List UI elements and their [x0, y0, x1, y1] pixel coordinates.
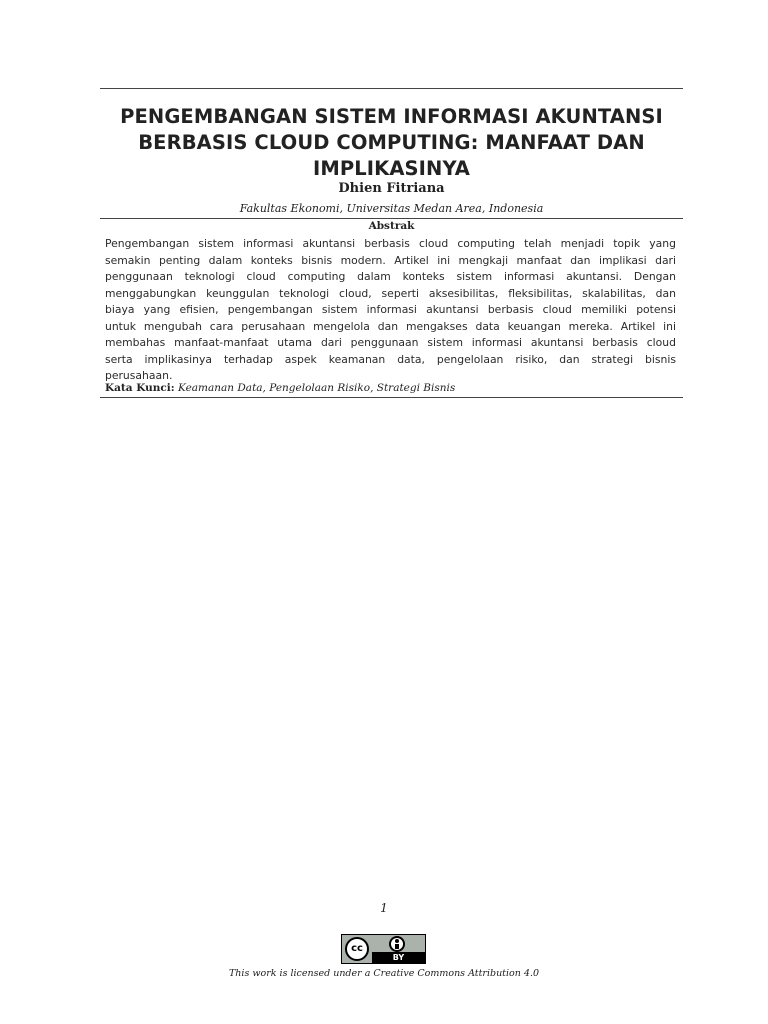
keywords — [105, 382, 676, 394]
top-rule — [100, 88, 683, 89]
abstract-line: biaya yang efisien, pengembangan sistem informasi akuntansi berbasis cloud memiliki potensi — [105, 303, 676, 316]
cc-icon: cc — [345, 937, 369, 961]
abstract-bottom-rule — [100, 397, 683, 398]
abstract-line: perusahaan. — [105, 369, 173, 382]
cc-by-license-badge[interactable] — [341, 934, 426, 964]
title-line-2: BERBASIS CLOUD COMPUTING: MANFAAT DAN — [138, 131, 645, 154]
abstract-line: semakin penting dalam konteks bisnis modern. Artikel ini mengkaji manfaat dan implikasi dari — [105, 253, 676, 267]
keywords-value: Keamanan Data, Pengelolaan Risiko, Strategi Bisnis — [178, 382, 456, 394]
abstract-heading: Abstrak — [368, 220, 415, 232]
by-strip — [372, 952, 425, 963]
license-text: This work is licensed under a Creative Commons Attribution 4.0 — [228, 968, 540, 979]
abstract-line: serta implikasinya terhadap aspek keamanan data, pengelolaan risiko, dan strategi bisnis — [105, 352, 676, 366]
abstract-top-rule — [100, 218, 683, 219]
page-number: 1 — [380, 901, 388, 915]
by-label: BY — [392, 953, 405, 962]
keywords-label: Kata Kunci: — [105, 382, 175, 394]
abstract-line: Pengembangan sistem informasi akuntansi berbasis cloud computing telah menjadi topik yang — [105, 237, 676, 250]
abstract-line: penggunaan teknologi cloud computing dalam konteks sistem informasi akuntansi. Dengan — [105, 270, 676, 283]
title-line-1: PENGEMBANGAN SISTEM INFORMASI AKUNTANSI — [120, 105, 663, 128]
title-line-3: IMPLIKASINYA — [313, 157, 470, 180]
abstract-line: membahas manfaat-manfaat utama dari penggunaan sistem informasi akuntansi berbasis cloud — [105, 336, 676, 349]
author-name: Dhien Fitriana — [338, 181, 445, 196]
author-affiliation: Fakultas Ekonomi, Universitas Medan Area, Indonesia — [239, 202, 544, 215]
paper-title — [100, 104, 683, 182]
abstract-line: untuk mengubah cara perusahaan mengelola dan mengakses data keuangan mereka. Artikel ini — [105, 319, 676, 333]
abstract-text — [105, 236, 676, 385]
abstract-line: menggabungkan keunggulan teknologi cloud, seperti aksesibilitas, fleksibilitas, skalabilitas, dan — [105, 286, 676, 300]
attribution-person-icon — [389, 936, 405, 952]
